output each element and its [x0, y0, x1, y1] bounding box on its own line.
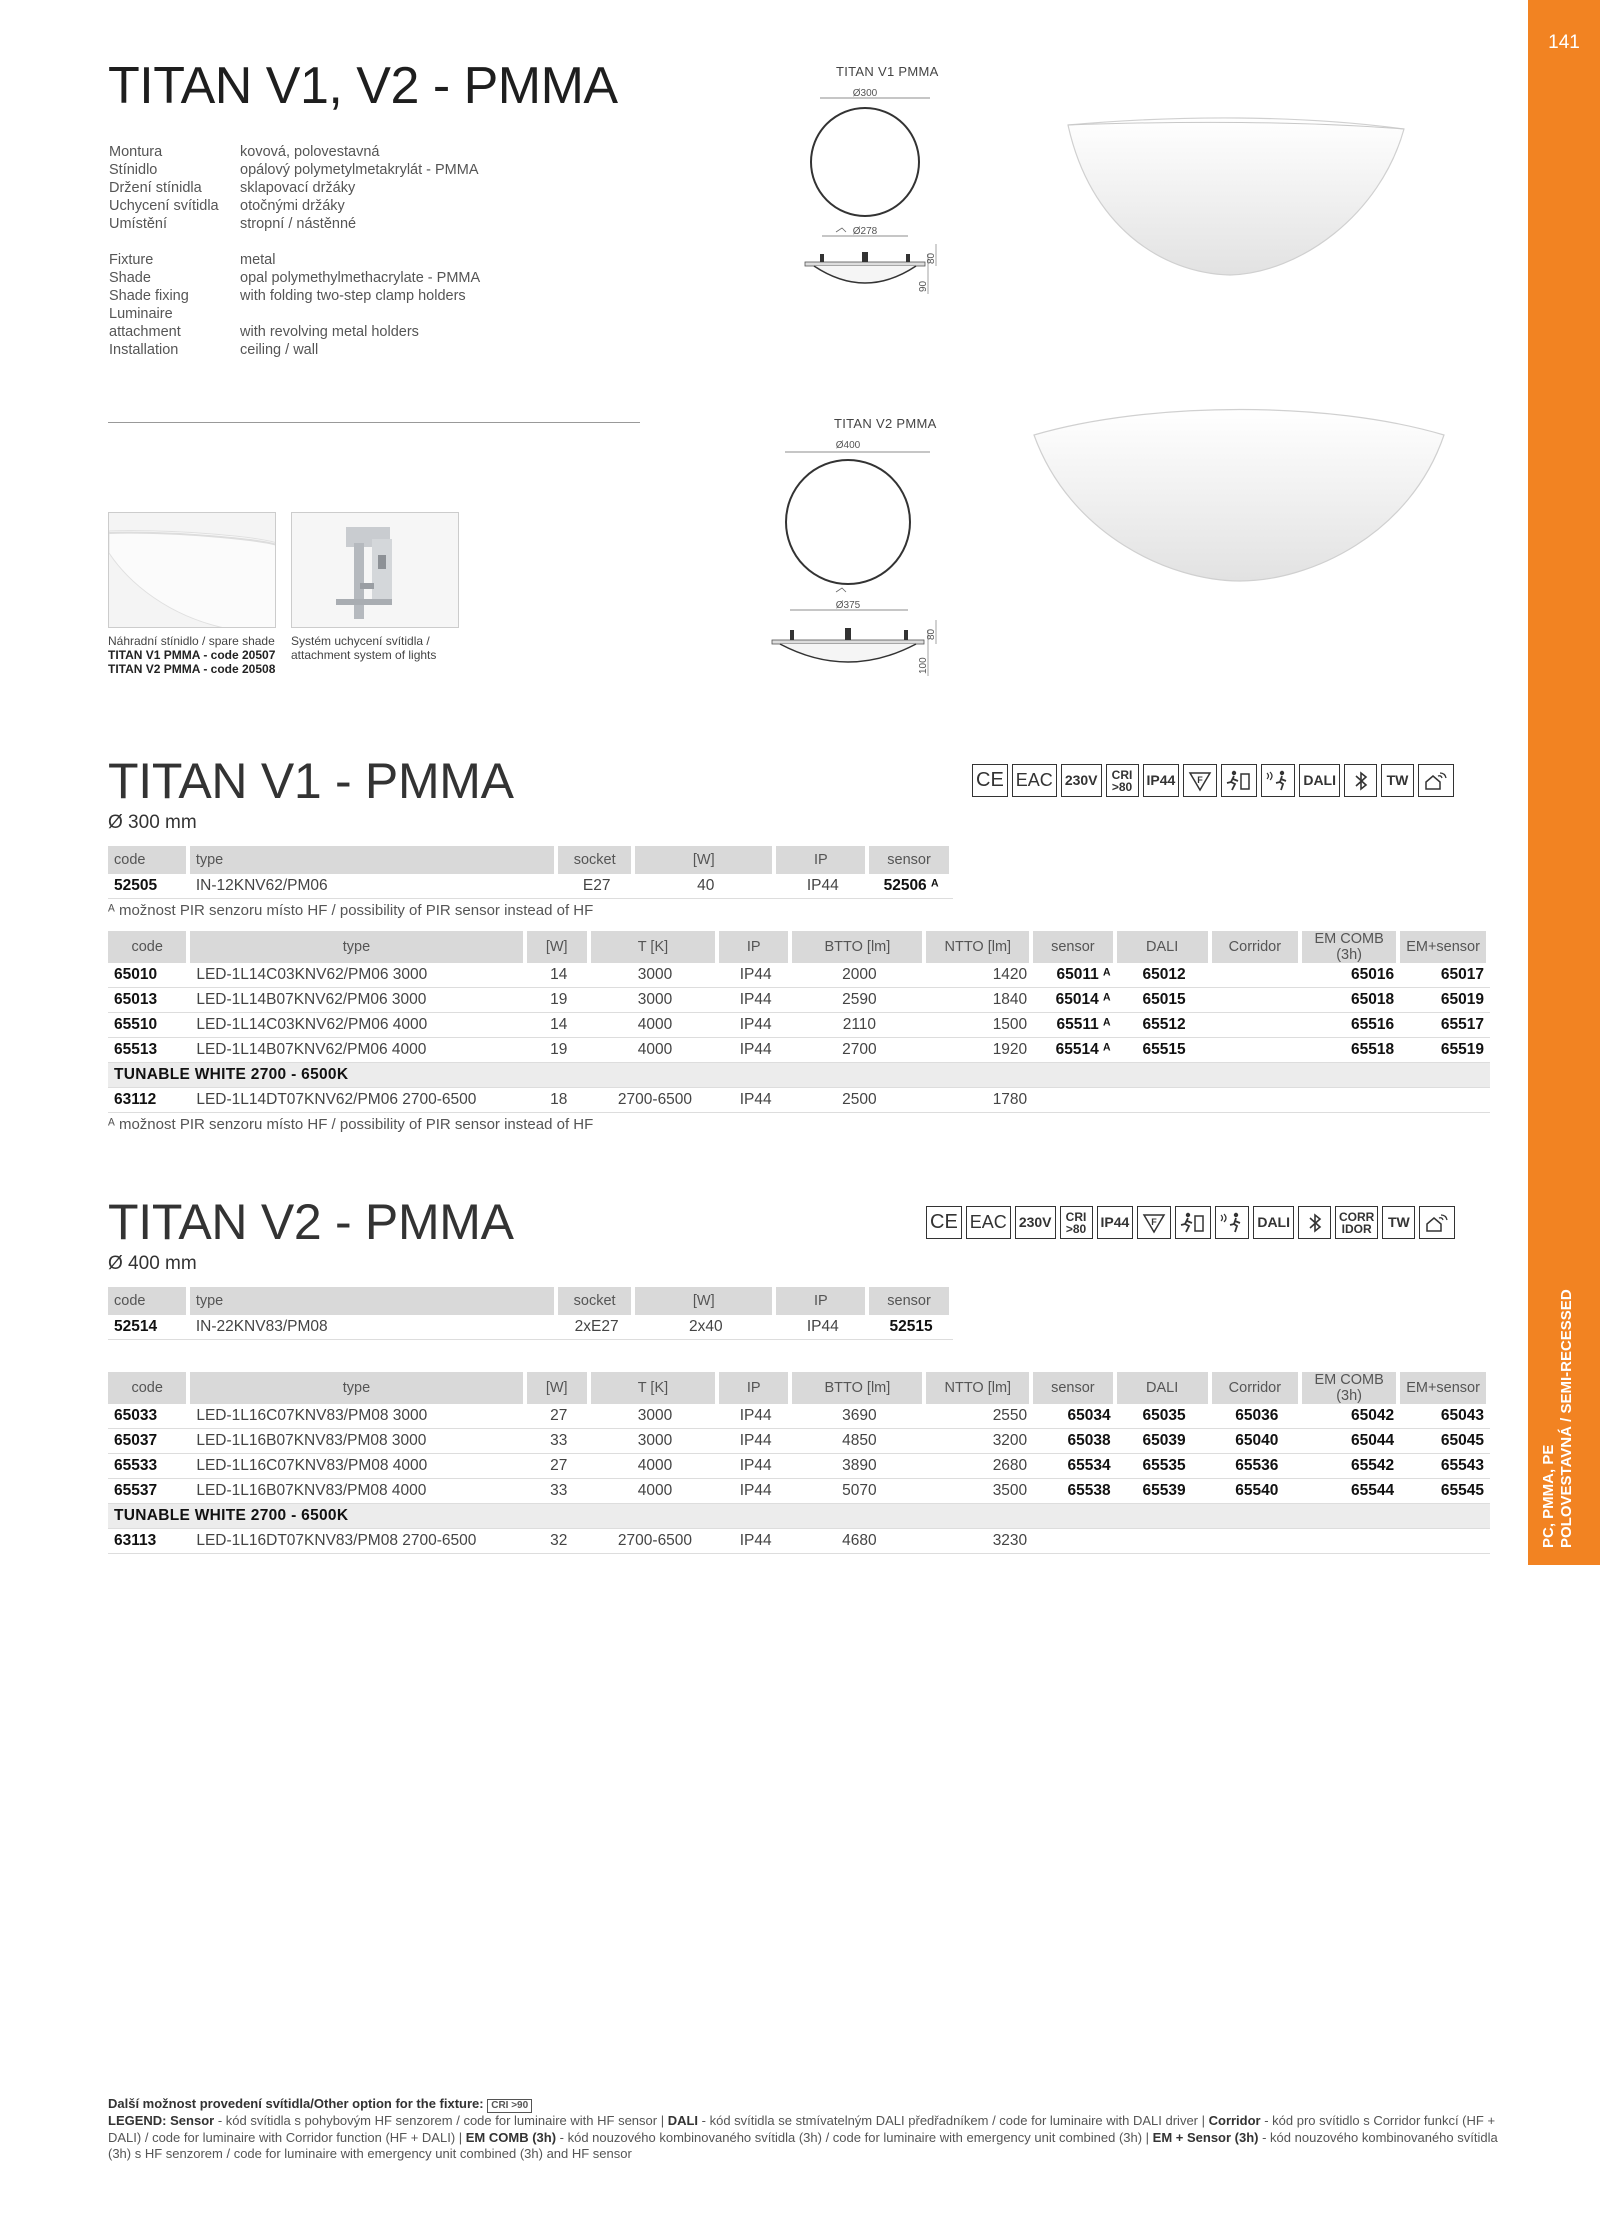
- cell-btto-lm: 2700: [792, 1038, 926, 1063]
- cell-code: 65010: [108, 963, 190, 988]
- cell-em-comb-3h: 65018: [1302, 988, 1400, 1013]
- header-sensor: sensor: [869, 1287, 953, 1315]
- ip44-icon: IP44: [1097, 1206, 1134, 1239]
- page-title: TITAN V1, V2 - PMMA: [108, 57, 618, 115]
- cell-btto-lm: 4850: [792, 1429, 926, 1454]
- tunable-white-label: TUNABLE WHITE 2700 - 6500K: [108, 1504, 1490, 1529]
- tw-icon: TW: [1381, 764, 1414, 797]
- cell-corridor: [1212, 1088, 1302, 1113]
- side-tab-line1: PC, PMMA, PE: [1540, 1444, 1557, 1548]
- corr-idor-icon: CORR IDOR: [1335, 1206, 1378, 1239]
- cell-code: 65510: [108, 1013, 190, 1038]
- cell-sensor: 65511 ᴬ: [1033, 1013, 1116, 1038]
- table-header: [108, 846, 953, 874]
- table-header: [108, 931, 1490, 963]
- spare-shade-caption: Náhradní stínidlo / spare shade TITAN V1 PMMA - code 20507 TITAN V2 PMMA - code 20508: [108, 634, 276, 676]
- cell-em-sensor: 65545: [1400, 1479, 1490, 1504]
- person-icon: [1215, 1206, 1249, 1239]
- cell-corridor: 65540: [1212, 1479, 1302, 1504]
- spec-row: [109, 251, 480, 269]
- cell-em-comb-3h: 65518: [1302, 1038, 1400, 1063]
- cell-ntto-lm: 1420: [926, 963, 1033, 988]
- drawing-v2-h2: 80: [926, 628, 937, 640]
- cell-ntto-lm: 1840: [926, 988, 1033, 1013]
- tunable-white-row: [108, 1504, 1490, 1529]
- 230v-icon: 230V: [1061, 764, 1102, 797]
- drawing-v1-d-inner: Ø278: [852, 226, 878, 237]
- header-ntto-lm: NTTO [lm]: [926, 931, 1033, 963]
- cell-ip: IP44: [719, 1404, 792, 1429]
- spare-shade-image: [108, 512, 276, 628]
- cell-type: LED-1L14DT07KNV62/PM06 2700-6500: [190, 1088, 526, 1113]
- cell-ntto-lm: 1920: [926, 1038, 1033, 1063]
- cell-w: 19: [527, 988, 591, 1013]
- cell-type: LED-1L16B07KNV83/PM08 3000: [190, 1429, 526, 1454]
- cell-type: LED-1L14B07KNV62/PM06 3000: [190, 988, 526, 1013]
- ip44-icon: IP44: [1143, 764, 1180, 797]
- cell-w: 14: [527, 1013, 591, 1038]
- cell-type: LED-1L14C03KNV62/PM06 3000: [190, 963, 526, 988]
- cell-ip: IP44: [719, 1479, 792, 1504]
- cell-ntto-lm: 3230: [926, 1529, 1033, 1554]
- cell-ip: IP44: [719, 988, 792, 1013]
- header-ip: IP: [776, 1287, 869, 1315]
- bluetooth-icon: [1344, 764, 1377, 797]
- cell-ip: IP44: [719, 1454, 792, 1479]
- spec-value: stropní / nástěnné: [240, 216, 357, 232]
- spec-row: [109, 323, 480, 341]
- cell-dali: [1117, 1529, 1212, 1554]
- cell-type: LED-1L14C03KNV62/PM06 4000: [190, 1013, 526, 1038]
- attachment-caption: Systém uchycení svítidla / attachment system of lights: [291, 634, 437, 662]
- header-code: code: [108, 846, 190, 874]
- cell-code: 63113: [108, 1529, 190, 1554]
- table-row: [108, 1479, 1490, 1504]
- cell-corridor: [1212, 1038, 1302, 1063]
- cell-code: 65537: [108, 1479, 190, 1504]
- spec-value: otočnými držáky: [240, 198, 345, 214]
- cell-corridor: 65040: [1212, 1429, 1302, 1454]
- cell-w: 32: [527, 1529, 591, 1554]
- drawing-v1: [800, 84, 960, 302]
- cell-code: 52514: [108, 1315, 190, 1340]
- attachment-system-image: [291, 512, 459, 628]
- cell-type: IN-12KNV62/PM06: [190, 874, 558, 899]
- cri-80-icon: CRI >80: [1060, 1206, 1093, 1239]
- cell-dali: 65035: [1117, 1404, 1212, 1429]
- cell-socket: E27: [558, 874, 635, 899]
- header-t-k: T [K]: [591, 1372, 719, 1404]
- spec-list: [109, 143, 480, 359]
- header-w: [W]: [527, 931, 591, 963]
- section-diameter-v2: Ø 400 mm: [108, 1253, 197, 1274]
- v1-socket-table: [108, 846, 953, 899]
- cell-code: 65037: [108, 1429, 190, 1454]
- cell-dali: 65012: [1117, 963, 1212, 988]
- cell-ntto-lm: 2680: [926, 1454, 1033, 1479]
- header-code: code: [108, 1372, 190, 1404]
- cell-dali: 65535: [1117, 1454, 1212, 1479]
- cell-em-sensor: [1400, 1088, 1490, 1113]
- exit-icon: [1221, 764, 1257, 797]
- spec-value: with revolving metal holders: [240, 324, 419, 340]
- drawing-v1-h2: 80: [926, 252, 937, 264]
- spec-key: Držení stínidla: [109, 180, 202, 196]
- cell-corridor: [1212, 1013, 1302, 1038]
- table-row: [108, 1454, 1490, 1479]
- cell-em-sensor: 65543: [1400, 1454, 1490, 1479]
- cell-sensor: 52506 ᴬ: [869, 874, 953, 899]
- cell-ntto-lm: 3500: [926, 1479, 1033, 1504]
- cell-code: 63112: [108, 1088, 190, 1113]
- header-em-sensor: EM+sensor: [1400, 931, 1490, 963]
- f-icon: [1137, 1206, 1171, 1239]
- cell-t-k: 3000: [591, 1404, 719, 1429]
- cell-code: 65533: [108, 1454, 190, 1479]
- cell-sensor: 65034: [1033, 1404, 1116, 1429]
- spec-key: Stínidlo: [109, 162, 158, 178]
- spec-row: [109, 179, 480, 197]
- bluetooth-icon: [1298, 1206, 1331, 1239]
- cell-t-k: 4000: [591, 1454, 719, 1479]
- cell-ip: IP44: [719, 1429, 792, 1454]
- spec-key: Montura: [109, 144, 163, 160]
- header-w: [W]: [527, 1372, 591, 1404]
- cell-btto-lm: 3890: [792, 1454, 926, 1479]
- cell-code: 65513: [108, 1038, 190, 1063]
- drawing-v1-h1: 90: [918, 280, 929, 292]
- header-socket: socket: [558, 846, 635, 874]
- spec-value: with folding two-step clamp holders: [240, 288, 466, 304]
- table-row: [108, 874, 953, 899]
- side-tab-label: [1540, 1248, 1590, 1548]
- svg-text:F: F: [1197, 774, 1204, 785]
- spec-key: Fixture: [109, 252, 154, 268]
- cell-w: 14: [527, 963, 591, 988]
- cell-em-comb-3h: 65016: [1302, 963, 1400, 988]
- cell-em-comb-3h: 65044: [1302, 1429, 1400, 1454]
- drawing-v2: [770, 434, 950, 682]
- eac-icon: EAC: [1012, 764, 1057, 797]
- cell-t-k: 2700-6500: [591, 1088, 719, 1113]
- cell-ntto-lm: 3200: [926, 1429, 1033, 1454]
- cell-w: 40: [635, 874, 776, 899]
- cell-type: LED-1L16C07KNV83/PM08 4000: [190, 1454, 526, 1479]
- cell-em-comb-3h: 65042: [1302, 1404, 1400, 1429]
- cell-t-k: 3000: [591, 963, 719, 988]
- table-row: [108, 1013, 1490, 1038]
- spec-row: [109, 305, 480, 323]
- header-dali: DALI: [1117, 1372, 1212, 1404]
- cell-corridor: [1212, 1529, 1302, 1554]
- cell-code: 52505: [108, 874, 190, 899]
- v2-led-table: [108, 1372, 1490, 1554]
- specs-cz: [109, 143, 480, 233]
- table-row: [108, 1315, 953, 1340]
- spec-key: Installation: [109, 342, 179, 358]
- table-row: [108, 1038, 1490, 1063]
- spec-key: Shade: [109, 270, 151, 286]
- header-corridor: Corridor: [1212, 931, 1302, 963]
- cell-em-sensor: 65043: [1400, 1404, 1490, 1429]
- cell-ip: IP44: [776, 874, 869, 899]
- tunable-white-label: TUNABLE WHITE 2700 - 6500K: [108, 1063, 1490, 1088]
- header-w: [W]: [635, 1287, 776, 1315]
- f-icon: [1183, 764, 1217, 797]
- spec-value: sklapovací držáky: [240, 180, 356, 196]
- cri-90-icon: CRI >90: [487, 2099, 532, 2113]
- cell-sensor: 65014 ᴬ: [1033, 988, 1116, 1013]
- page-number: 141: [1548, 32, 1580, 53]
- v2-socket-table: [108, 1287, 953, 1340]
- header-em-comb-3h: EM COMB (3h): [1302, 1372, 1400, 1404]
- cell-dali: 65015: [1117, 988, 1212, 1013]
- v1-note-2: ᴬ možnost PIR senzoru místo HF / possibility of PIR sensor instead of HF: [108, 1116, 594, 1133]
- cell-t-k: 4000: [591, 1013, 719, 1038]
- spec-row: [109, 197, 480, 215]
- drawing-v2-d-inner: Ø375: [835, 600, 861, 611]
- spec-key: Uchycení svítidla: [109, 198, 219, 214]
- v1-led-table: [108, 931, 1490, 1113]
- tunable-white-row: [108, 1063, 1490, 1088]
- drawing-v2-d-outer: Ø400: [835, 440, 861, 451]
- cell-corridor: [1212, 988, 1302, 1013]
- eac-icon: EAC: [966, 1206, 1011, 1239]
- cell-dali: 65539: [1117, 1479, 1212, 1504]
- cell-btto-lm: 2500: [792, 1088, 926, 1113]
- cell-ip: IP44: [776, 1315, 869, 1340]
- cell-t-k: 4000: [591, 1038, 719, 1063]
- person-icon: [1261, 764, 1295, 797]
- header-btto-lm: BTTO [lm]: [792, 1372, 926, 1404]
- divider: [108, 422, 640, 423]
- cell-sensor: 52515: [869, 1315, 953, 1340]
- header-type: type: [190, 931, 526, 963]
- table-row: [108, 1404, 1490, 1429]
- cell-sensor: [1033, 1088, 1116, 1113]
- spec-value: ceiling / wall: [240, 342, 319, 358]
- spec-row: [109, 269, 480, 287]
- drawing-v1-d-outer: Ø300: [852, 88, 878, 99]
- cell-w: 19: [527, 1038, 591, 1063]
- cell-t-k: 2700-6500: [591, 1529, 719, 1554]
- cell-w: 33: [527, 1429, 591, 1454]
- legend: Další možnost provedení svítidla/Other option for the fixture: CRI >90 LEGEND: Sensor - kód svítidla s pohybovým HF senzorem / code for luminaire with HF sensor | DALI - kód svítidla se stmívatelným DALI předřadníkem / code for luminaire with DALI driver | Corridor - kód pro svítidlo s Corridor funkcí (HF + DALI) / code for luminaire with Corridor function (HF + DALI) | EM COMB (3h) - kód nouzového kombinovaného svítidla (3h) / code for luminaire with emergency unit combined (3h) | EM + Sensor (3h) - kód nouzového kombinovaného svítidla (3h) s HF senzorem / code for luminaire with emergency unit combined (3h) and HF sensor: [108, 2096, 1498, 2161]
- spec-key: attachment: [109, 324, 181, 340]
- cell-sensor: 65538: [1033, 1479, 1116, 1504]
- header-w: [W]: [635, 846, 776, 874]
- cell-w: 27: [527, 1404, 591, 1429]
- cell-t-k: 3000: [591, 1429, 719, 1454]
- header-corridor: Corridor: [1212, 1372, 1302, 1404]
- header-ip: IP: [719, 1372, 792, 1404]
- cell-ntto-lm: 2550: [926, 1404, 1033, 1429]
- cell-ip: IP44: [719, 963, 792, 988]
- cell-em-comb-3h: [1302, 1529, 1400, 1554]
- cell-em-sensor: 65045: [1400, 1429, 1490, 1454]
- drawing-v2-h1: 100: [918, 657, 929, 674]
- cell-dali: [1117, 1088, 1212, 1113]
- cell-dali: 65515: [1117, 1038, 1212, 1063]
- spec-key: Luminaire: [109, 306, 173, 322]
- cell-ip: IP44: [719, 1013, 792, 1038]
- cell-em-sensor: 65019: [1400, 988, 1490, 1013]
- cri-80-icon: CRI >80: [1106, 764, 1139, 797]
- cell-corridor: [1212, 963, 1302, 988]
- drawing-v1-label: TITAN V1 PMMA: [836, 64, 939, 79]
- table-header: [108, 1372, 1490, 1404]
- table-row: [108, 1529, 1490, 1554]
- header-sensor: sensor: [869, 846, 953, 874]
- cell-t-k: 4000: [591, 1479, 719, 1504]
- header-sensor: sensor: [1033, 931, 1116, 963]
- cell-em-sensor: 65517: [1400, 1013, 1490, 1038]
- drawing-v2-label: TITAN V2 PMMA: [834, 416, 937, 431]
- section-title-v1: TITAN V1 - PMMA: [108, 753, 514, 809]
- cell-btto-lm: 5070: [792, 1479, 926, 1504]
- cell-w: 18: [527, 1088, 591, 1113]
- header-dali: DALI: [1117, 931, 1212, 963]
- wireless-icon: [1419, 1206, 1455, 1239]
- header-socket: socket: [558, 1287, 635, 1315]
- header-t-k: T [K]: [591, 931, 719, 963]
- table-row: [108, 1429, 1490, 1454]
- cert-icons-v2: [926, 1206, 1455, 1239]
- cell-em-sensor: 65017: [1400, 963, 1490, 988]
- cell-btto-lm: 3690: [792, 1404, 926, 1429]
- header-sensor: sensor: [1033, 1372, 1116, 1404]
- cell-w: 33: [527, 1479, 591, 1504]
- cell-btto-lm: 2000: [792, 963, 926, 988]
- specs-en: [109, 251, 480, 359]
- header-ntto-lm: NTTO [lm]: [926, 1372, 1033, 1404]
- cell-w: 27: [527, 1454, 591, 1479]
- dali-icon: DALI: [1253, 1206, 1294, 1239]
- exit-icon: [1175, 1206, 1211, 1239]
- header-ip: IP: [719, 931, 792, 963]
- header-em-sensor: EM+sensor: [1400, 1372, 1490, 1404]
- table-row: [108, 1088, 1490, 1113]
- cell-sensor: [1033, 1529, 1116, 1554]
- ce-icon: CE: [926, 1206, 962, 1239]
- ce-icon: CE: [972, 764, 1008, 797]
- cell-code: 65013: [108, 988, 190, 1013]
- header-ip: IP: [776, 846, 869, 874]
- cell-sensor: 65011 ᴬ: [1033, 963, 1116, 988]
- cell-t-k: 3000: [591, 988, 719, 1013]
- header-code: code: [108, 931, 190, 963]
- cell-corridor: 65036: [1212, 1404, 1302, 1429]
- table-row: [108, 963, 1490, 988]
- cell-sensor: 65514 ᴬ: [1033, 1038, 1116, 1063]
- section-diameter-v1: Ø 300 mm: [108, 812, 197, 833]
- spec-row: [109, 341, 480, 359]
- cell-ntto-lm: 1780: [926, 1088, 1033, 1113]
- cell-em-comb-3h: 65516: [1302, 1013, 1400, 1038]
- spec-row: [109, 143, 480, 161]
- cell-type: IN-22KNV83/PM08: [190, 1315, 558, 1340]
- header-code: code: [108, 1287, 190, 1315]
- cell-ip: IP44: [719, 1038, 792, 1063]
- dali-icon: DALI: [1299, 764, 1340, 797]
- 230v-icon: 230V: [1015, 1206, 1056, 1239]
- header-type: type: [190, 1287, 558, 1315]
- product-image-v1: [1060, 105, 1410, 280]
- cell-btto-lm: 4680: [792, 1529, 926, 1554]
- header-type: type: [190, 1372, 526, 1404]
- spec-value: opal polymethylmethacrylate - PMMA: [240, 270, 481, 286]
- cell-em-sensor: 65519: [1400, 1038, 1490, 1063]
- spec-row: [109, 215, 480, 233]
- table-header: [108, 1287, 953, 1315]
- cert-icons-v1: [972, 764, 1454, 797]
- wireless-icon: [1418, 764, 1454, 797]
- header-em-comb-3h: EM COMB (3h): [1302, 931, 1400, 963]
- spec-key: Umístění: [109, 216, 168, 232]
- cell-type: LED-1L14B07KNV62/PM06 4000: [190, 1038, 526, 1063]
- cell-btto-lm: 2110: [792, 1013, 926, 1038]
- cell-em-comb-3h: 65542: [1302, 1454, 1400, 1479]
- v1-note-1: ᴬ možnost PIR senzoru místo HF / possibility of PIR sensor instead of HF: [108, 902, 594, 919]
- header-type: type: [190, 846, 558, 874]
- svg-text:F: F: [1151, 1216, 1158, 1227]
- cell-ip: IP44: [719, 1088, 792, 1113]
- spec-row: [109, 161, 480, 179]
- cell-w: 2x40: [635, 1315, 776, 1340]
- spec-key: Shade fixing: [109, 288, 189, 304]
- cell-em-comb-3h: [1302, 1088, 1400, 1113]
- product-image-v2: [1030, 405, 1450, 585]
- cell-type: LED-1L16C07KNV83/PM08 3000: [190, 1404, 526, 1429]
- cell-type: LED-1L16B07KNV83/PM08 4000: [190, 1479, 526, 1504]
- section-title-v2: TITAN V2 - PMMA: [108, 1194, 514, 1250]
- tw-icon: TW: [1382, 1206, 1415, 1239]
- spec-value: opálový polymetylmetakrylát - PMMA: [240, 162, 479, 178]
- cell-code: 65033: [108, 1404, 190, 1429]
- cell-btto-lm: 2590: [792, 988, 926, 1013]
- cell-em-sensor: [1400, 1529, 1490, 1554]
- cell-sensor: 65534: [1033, 1454, 1116, 1479]
- cell-ip: IP44: [719, 1529, 792, 1554]
- side-tab-line2: POLOVESTAVNÁ / SEMI-RECESSED: [1558, 1289, 1575, 1548]
- cell-em-comb-3h: 65544: [1302, 1479, 1400, 1504]
- spec-value: kovová, polovestavná: [240, 144, 380, 160]
- cell-corridor: 65536: [1212, 1454, 1302, 1479]
- cell-dali: 65039: [1117, 1429, 1212, 1454]
- cell-socket: 2xE27: [558, 1315, 635, 1340]
- table-row: [108, 988, 1490, 1013]
- cell-dali: 65512: [1117, 1013, 1212, 1038]
- cell-sensor: 65038: [1033, 1429, 1116, 1454]
- spec-row: [109, 287, 480, 305]
- cell-ntto-lm: 1500: [926, 1013, 1033, 1038]
- cell-type: LED-1L16DT07KNV83/PM08 2700-6500: [190, 1529, 526, 1554]
- header-btto-lm: BTTO [lm]: [792, 931, 926, 963]
- spec-value: metal: [240, 252, 276, 268]
